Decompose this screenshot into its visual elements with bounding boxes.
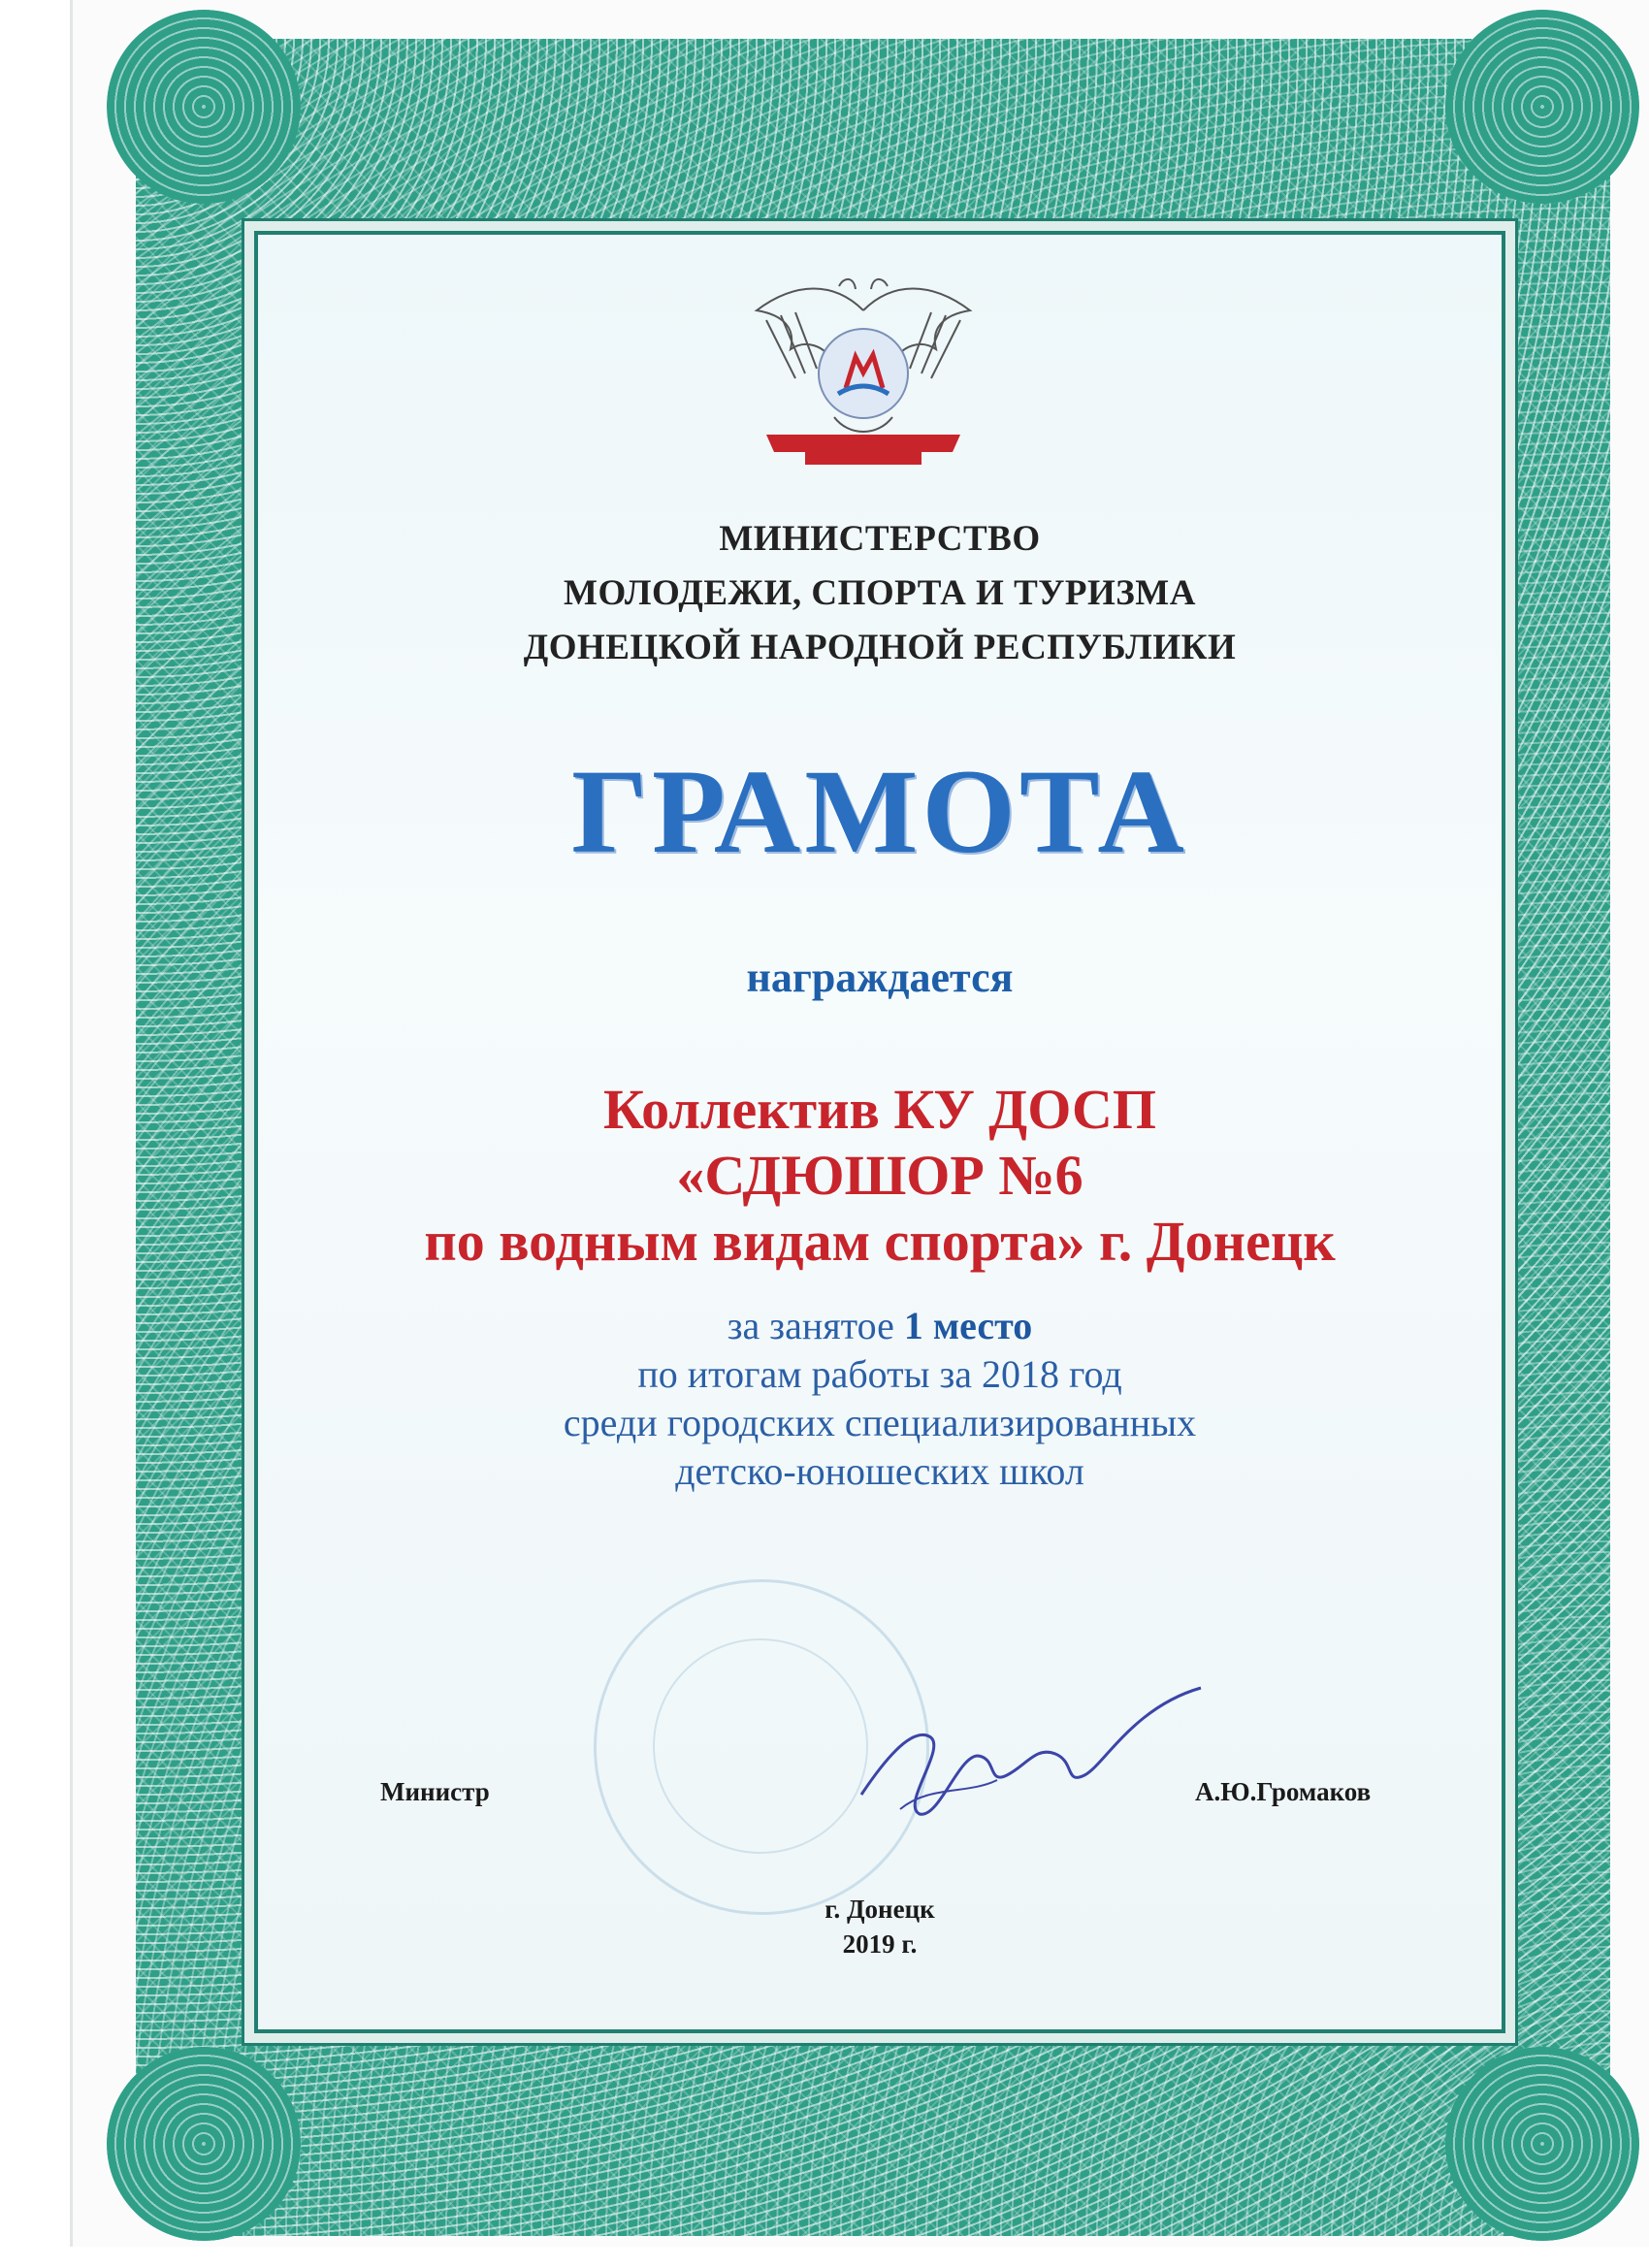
certificate-title: ГРАМОТА <box>571 745 1188 878</box>
recipient-line-3: по водным видам спорта» г. Донецк <box>424 1210 1336 1273</box>
issue-year: 2019 г. <box>842 1929 918 1959</box>
awarded-label: награждается <box>746 954 1014 1001</box>
place-and-date <box>258 1892 1502 1961</box>
reason-line-2: по итогам работы за 2018 год <box>637 1352 1122 1396</box>
frame-corner-ornament <box>1445 10 1639 204</box>
recipient-line-1: Коллектив КУ ДОСП <box>602 1078 1157 1141</box>
frame-corner-ornament <box>1445 2047 1639 2241</box>
ministry-line-3: ДОНЕЦКОЙ НАРОДНОЙ РЕСПУБЛИКИ <box>523 628 1237 667</box>
scan-edge <box>70 0 73 2268</box>
frame-corner-ornament <box>107 10 301 204</box>
issue-city: г. Донецк <box>824 1895 935 1924</box>
double-headed-eagle-emblem-icon <box>737 272 989 475</box>
ministry-heading <box>258 512 1502 675</box>
scan-bottom-margin <box>0 2247 1649 2268</box>
recipient-block <box>258 1077 1502 1275</box>
reason-line-4: детско-юношеских школ <box>675 1449 1084 1493</box>
reason-place: 1 место <box>903 1304 1033 1347</box>
frame-corner-ornament <box>107 2047 301 2241</box>
seal-inner-ring <box>653 1638 868 1854</box>
reason-prefix: за занятое <box>727 1304 904 1347</box>
handwritten-signature <box>842 1649 1211 1843</box>
signatory-name: А.Ю.Громаков <box>1195 1777 1372 1806</box>
recipient-line-2: «СДЮШОР №6 <box>676 1144 1083 1207</box>
reason-line-3: среди городских специализированных <box>563 1401 1197 1444</box>
award-reason <box>258 1302 1502 1496</box>
ministry-line-1: МИНИСТЕРСТВО <box>719 519 1041 559</box>
ministry-line-2: МОЛОДЕЖИ, СПОРТА И ТУРИЗМА <box>564 573 1196 613</box>
reason-line-1 <box>258 1302 1502 1350</box>
signatory-position: Министр <box>380 1777 490 1806</box>
